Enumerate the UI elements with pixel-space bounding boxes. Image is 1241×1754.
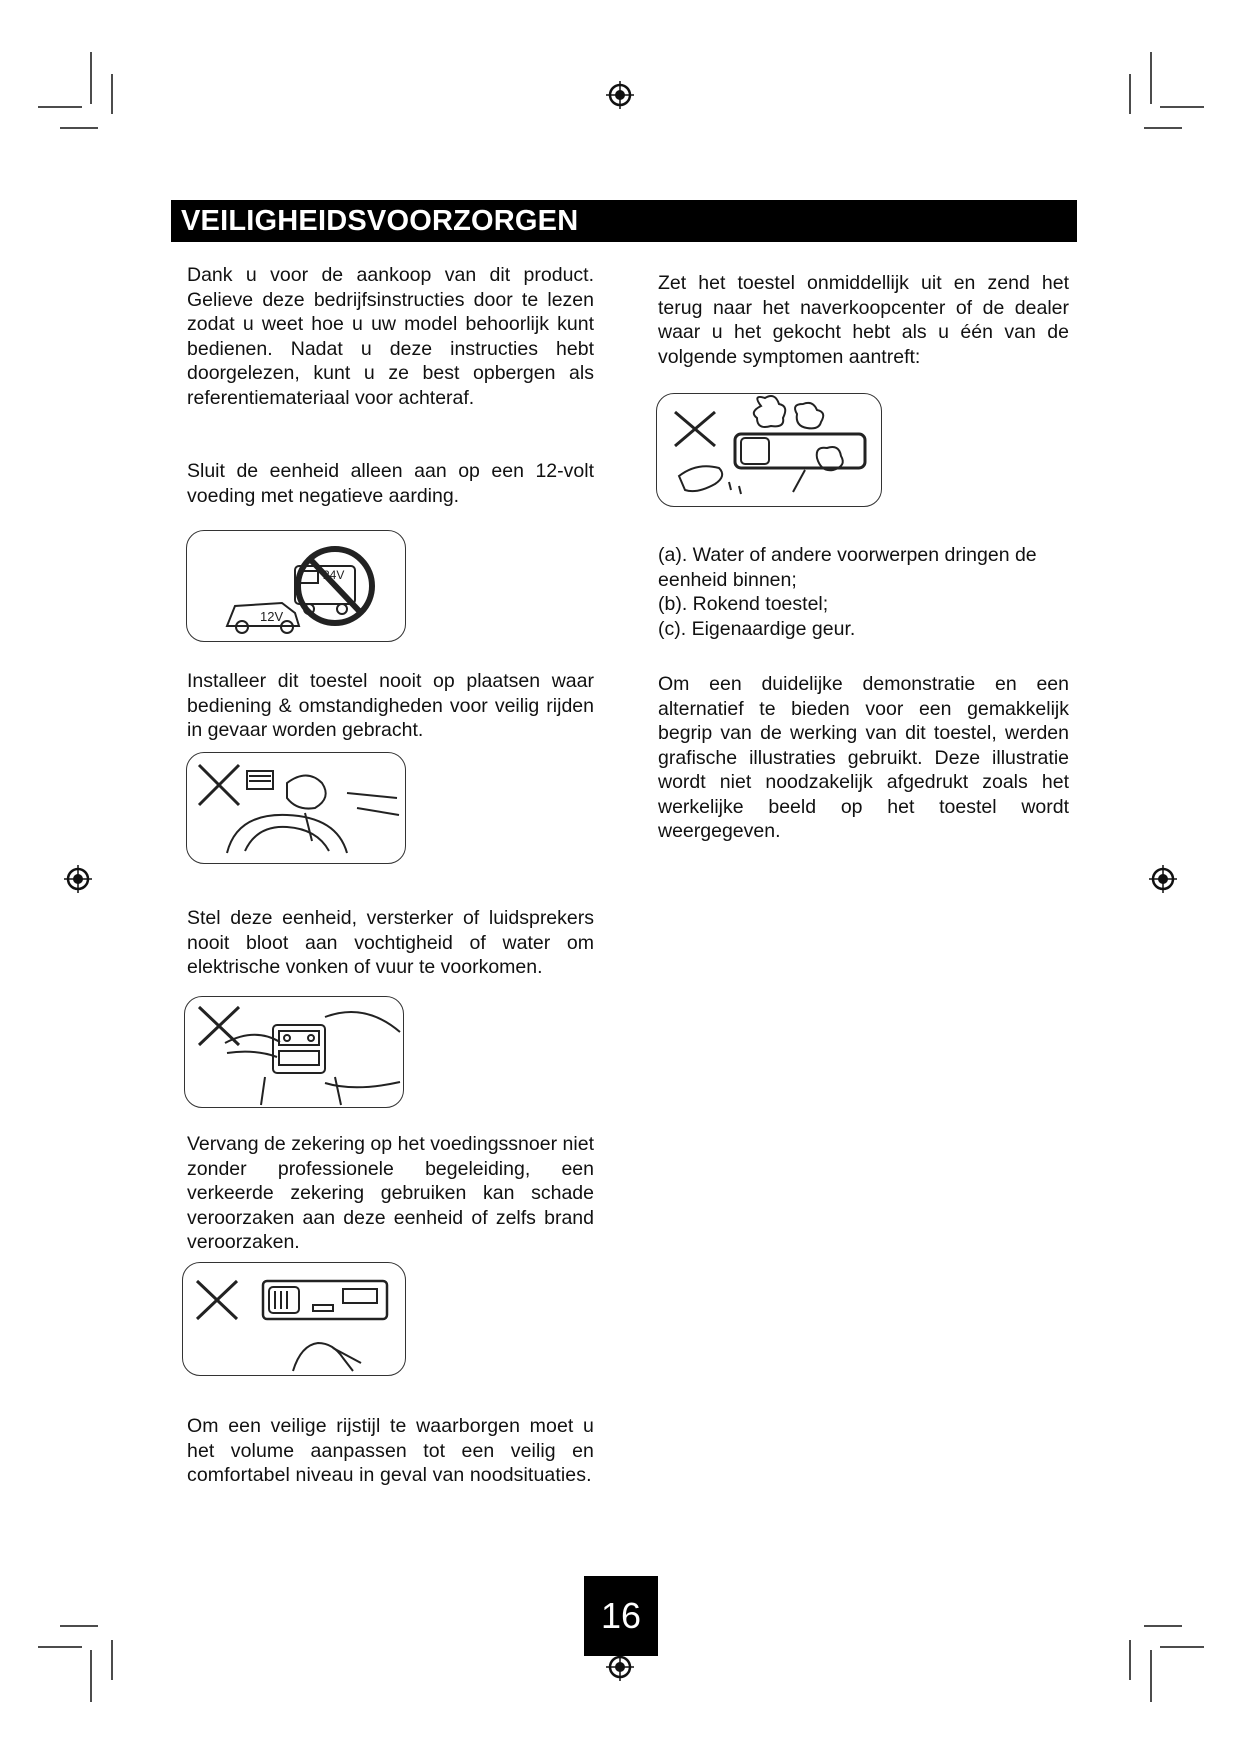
illustration-note-paragraph: Om een duidelijke demonstratie en een alternatief te bieden voor een gemakkelijk begrip van de werking van dit toestel, werden grafische illustraties gebruikt. Deze illustratie wordt niet noodzakelijk afgedrukt zoals het werkelijke beeld op het toestel wordt weergegeven. (658, 673, 1069, 842)
symptoms-list (658, 543, 1069, 641)
registration-mark-left (63, 864, 93, 894)
moisture-paragraph: Stel deze eenheid, versterker of luidsprekers nooit bloot aan vochtigheid of water om elektrische vonken of vuur te voorkomen. (187, 907, 594, 978)
symptom-item: (c). Eigenaardige geur. (658, 617, 856, 640)
fuse-paragraph: Vervang de zekering op het voedingssnoer niet zonder professionele begeleiding, een verkeerde zekering gebruiken kan schade veroorzaken aan deze eenheid of zelfs brand veroorzaken. (187, 1133, 594, 1253)
intro-paragraph: Dank u voor de aankoop van dit product. Gelieve deze bedrijfsinstructies door te lezen zodat u weet hoe u uw model behoorlijk kunt bedienen. Nadat u deze instructies hebt doorgelezen, kunt u ze best opbergen als referentiemateriaal voor achteraf. (187, 264, 594, 409)
fuse-illustration (182, 1262, 406, 1376)
registration-mark-bottom (605, 1652, 635, 1682)
symptom-item: (a). Water of andere voorwerpen dringen de (658, 544, 1037, 566)
installation-paragraph: Installeer dit toestel nooit op plaatsen waar bediening & omstandigheden voor veilig rijden in gevaar worden gebracht. (187, 670, 594, 741)
power-supply-paragraph: Sluit de eenheid alleen aan op een 12-volt voeding met negatieve aarding. (187, 460, 594, 507)
page-number: 16 (584, 1576, 658, 1656)
label-12v: 12V (260, 609, 284, 624)
symptoms-paragraph: Zet het toestel onmiddellijk uit en zend het terug naar het naverkoopcenter of de dealer waar u het gekocht hebt als u één van de volgende symptomen aantreft: (658, 272, 1069, 368)
label-24v: 24V (323, 568, 345, 582)
volume-paragraph: Om een veilige rijstijl te waarborgen moet u het volume aanpassen tot een veilig en comfortabel niveau in geval van noodsituaties. (187, 1415, 594, 1486)
driving-safety-illustration (186, 752, 406, 864)
moisture-illustration (184, 996, 404, 1108)
page-title: VEILIGHEIDSVOORZORGEN (181, 205, 579, 237)
symptom-item: (b). Rokend toestel; (658, 593, 829, 615)
registration-mark-top (605, 80, 635, 110)
registration-mark-right (1148, 864, 1178, 894)
voltage-illustration (186, 530, 406, 642)
symptoms-illustration (656, 393, 882, 507)
symptom-item: eenheid binnen; (658, 568, 797, 591)
